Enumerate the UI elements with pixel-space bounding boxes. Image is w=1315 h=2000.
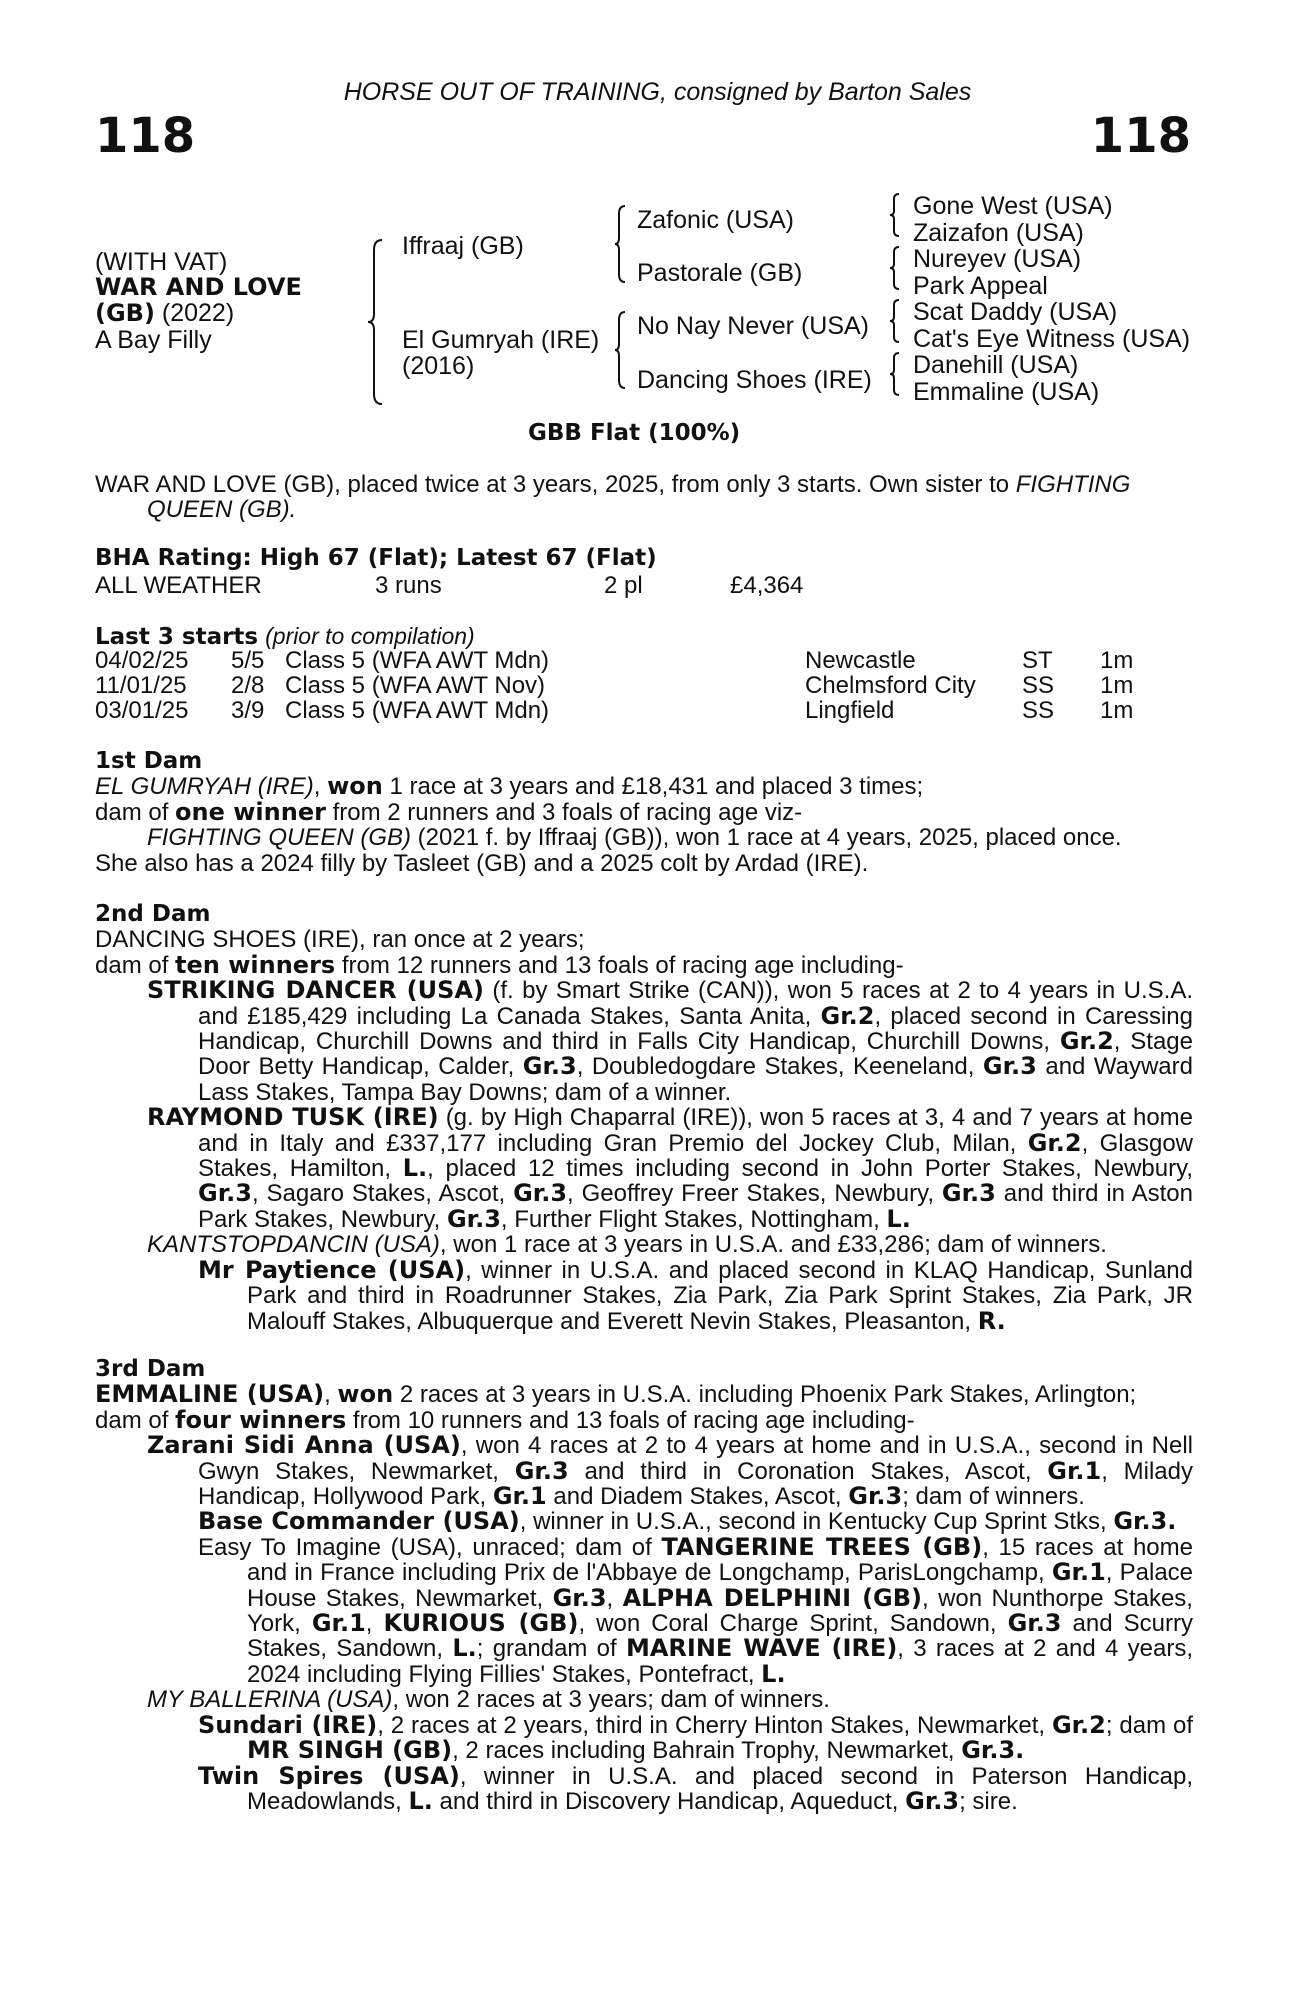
pedigree-ggp-7: Danehill (USA) <box>913 351 1079 379</box>
pedigree-brace-g1 <box>889 192 901 238</box>
progeny-twin-spires: Twin Spires (USA), winner in U.S.A. and placed second in Paterson Handicap, Meadowlands, L. and third in Discovery Handicap, Aqueduct, Gr.3; sire. <box>198 1761 1194 1815</box>
third-dam-title: 3rd Dam <box>95 1356 206 1382</box>
pedigree-sire-dam: Pastorale (GB) <box>637 259 803 287</box>
table-row: 04/02/25 5/5 Class 5 (WFA AWT Mdn) Newcastle ST 1m <box>95 647 1134 674</box>
first-dam-title: 1st Dam <box>95 748 203 774</box>
pedigree-sire: Iffraaj (GB) <box>402 232 524 260</box>
table-row: 11/01/25 2/8 Class 5 (WFA AWT Nov) Chelmsford City SS 1m <box>95 672 1134 699</box>
gbb-flat: GBB Flat (100%) <box>528 420 741 446</box>
progeny-sundari: Sundari (IRE), 2 races at 2 years, third in Cherry Hinton Stakes, Newmarket, Gr.2; dam of MR SINGH (GB), 2 races including Bahrain Trophy, Newmarket, Gr.3. <box>198 1710 1193 1765</box>
pedigree-dam-year: (2016) <box>402 352 475 380</box>
pedigree-ggp-3: Nureyev (USA) <box>913 245 1082 273</box>
progeny-base-commander: Base Commander (USA), winner in U.S.A., second in Kentucky Cup Sprint Stks, Gr.3. <box>198 1507 1177 1536</box>
pedigree-dam: El Gumryah (IRE) <box>402 326 600 354</box>
horse-description: A Bay Filly <box>95 326 212 354</box>
progeny-easy-to-imagine: Easy To Imagine (USA), unraced; dam of TANGERINE TREES (GB), 15 races at home and in France including Prix de l'Abbaye de Longchamp, ParisLongchamp, Gr.1, Palace House Stakes, Newmarket, Gr.3, ALPHA DELPHINI (GB), won Nunthorpe Stakes, York, Gr.1, KURIOUS (GB), won Coral Charge Sprint, Sandown, Gr.3 and Scurry Stakes, Sandown, L.; grandam of MARINE WAVE (IRE), 3 races at 2 and 4 years, 2024 including Flying Fillies' Stakes, Pontefract, L. <box>198 1532 1194 1688</box>
second-dam-section: 2nd Dam DANCING SHOES (IRE), ran once at 2 years; dam of ten winners from 12 runners and 13 foals of racing age including- STRIKING DANCER (USA) (f. by Smart Strike (CAN)), won 5 races at 2 to 4 years in U.S.A. and £185,429 including La Canada Stakes, Santa Anita, Gr.2, placed second in Caressing Handicap, Churchill Downs and third in Falls City Handicap, Churchill Downs, Gr.2, Stage Door Betty Handicap, Calder, Gr.3, Doubledogdare Stakes, Keeneland, Gr.3 and Wayward Lass Stakes, Tampa Bay Downs; dam of a winner. RAYMOND TUSK (IRE) (g. by High Chaparral (IRE)), won 5 races at 3, 4 and 7 years at home and in Italy and £337,177 including Gran Premio del Jockey Club, Milan, Gr.2, Glasgow Stakes, Hamilton, L., placed 12 times including second in John Porter Stakes, Newbury, Gr.3, Sagaro Stakes, Ascot, Gr.3, Geoffrey Freer Stakes, Newbury, Gr.3 and third in Aston Park Stakes, Newbury, Gr.3, Further Flight Stakes, Nottingham, L. KANTSTOPDANCIN (USA), won 1 race at 3 years in U.S.A. and £33,286; dam of winners. Mr Paytience (USA), winner in U.S.A. and placed second in KLAQ Handicap, Sunland Park and third in Roadrunner Stakes, Zia Park, Zia Park Sprint Stakes, Zia Park, JR Malouff Stakes, Albuquerque and Everett Nevin Stakes, Pleasanton, R. <box>95 901 1194 1335</box>
pedigree-ggp-4: Park Appeal <box>913 272 1048 300</box>
vat-note: (WITH VAT) <box>95 248 228 276</box>
bha-rating-title: BHA Rating: High 67 (Flat); Latest 67 (Flat) <box>95 545 657 571</box>
horse-name-line2: (GB) (2022) <box>95 299 235 327</box>
pedigree-dam-dam: Dancing Shoes (IRE) <box>637 366 872 394</box>
pedigree-brace-dam <box>613 310 627 390</box>
last-starts-table <box>95 648 1145 723</box>
horse-name-line1: WAR AND LOVE <box>95 273 302 301</box>
pedigree-brace-g3 <box>889 298 901 344</box>
pedigree-ggp-5: Scat Daddy (USA) <box>913 298 1118 326</box>
pedigree-dam-sire: No Nay Never (USA) <box>637 312 869 340</box>
third-dam-section: 3rd Dam EMMALINE (USA), won 2 races at 3 years in U.S.A. including Phoenix Park Stakes, Arlington; dam of four winners from 10 runners and 13 foals of racing age including- Zarani Sidi Anna (USA), won 4 races at 2 to 4 years at home and in U.S.A., second in Nell Gwyn Stakes, Newmarket, Gr.3 and third in Coronation Stakes, Ascot, Gr.1, Milady Handicap, Hollywood Park, Gr.1 and Diadem Stakes, Ascot, Gr.3; dam of winners. Base Commander (USA), winner in U.S.A., second in Kentucky Cup Sprint Stks, Gr.3. Easy To Imagine (USA), unraced; dam of TANGERINE TREES (GB), 15 races at home and in France including Prix de l'Abbaye de Longchamp, ParisLongchamp, Gr.1, Palace House Stakes, Newmarket, Gr.3, ALPHA DELPHINI (GB), won Nunthorpe Stakes, York, Gr.1, KURIOUS (GB), won Coral Charge Sprint, Sandown, Gr.3 and Scurry Stakes, Sandown, L.; grandam of MARINE WAVE (IRE), 3 races at 2 and 4 years, 2024 including Flying Fillies' Stakes, Pontefract, L. MY BALLERINA (USA), won 2 races at 3 years; dam of winners. Sundari (IRE), 2 races at 2 years, third in Cherry Hinton Stakes, Newmarket, Gr.2; dam of MR SINGH (GB), 2 races including Bahrain Trophy, Newmarket, Gr.3. Twin Spires (USA), winner in U.S.A. and placed second in Paterson Handicap, Meadowlands, L. and third in Discovery Handicap, Aqueduct, Gr.3; sire. <box>95 1356 1194 1815</box>
pedigree-ggp-2: Zaizafon (USA) <box>913 219 1084 247</box>
pedigree-ggp-8: Emmaline (USA) <box>913 378 1100 406</box>
rating-earnings: £4,364 <box>730 572 804 599</box>
progeny-striking-dancer: STRIKING DANCER (USA) (f. by Smart Strike (CAN)), won 5 races at 2 to 4 years in U.S.A. and £185,429 including La Canada Stakes, Santa Anita, Gr.2, placed second in Caressing Handicap, Churchill Downs and third in Falls City Handicap, Churchill Downs, Gr.2, Stage Door Betty Handicap, Calder, Gr.3, Doubledogdare Stakes, Keeneland, Gr.3 and Wayward Lass Stakes, Tampa Bay Downs; dam of a winner. <box>147 976 1194 1106</box>
last-starts-heading: Last 3 starts (prior to compilation) <box>95 623 475 650</box>
summary: WAR AND LOVE (GB), placed twice at 3 years, 2025, from only 3 starts. Own sister to FIGHTING QUEEN (GB). <box>95 471 1131 524</box>
pedigree-brace-g4 <box>889 351 901 397</box>
pedigree-brace-main <box>366 238 386 406</box>
page-header: HORSE OUT OF TRAINING, consigned by Barton Sales <box>343 78 972 106</box>
progeny-kantstopdancin: KANTSTOPDANCIN (USA), won 1 race at 3 years in U.S.A. and £33,286; dam of winners. <box>147 1231 1107 1259</box>
table-row: 03/01/25 3/9 Class 5 (WFA AWT Mdn) Lingfield SS 1m <box>95 697 1134 724</box>
pedigree-ggp-6: Cat's Eye Witness (USA) <box>913 325 1191 353</box>
pedigree-brace-sire <box>613 204 627 284</box>
progeny-raymond-tusk: RAYMOND TUSK (IRE) (g. by High Chaparral (IRE)), won 5 races at 3, 4 and 7 years at home and in Italy and £337,177 including Gran Premio del Jockey Club, Milan, Gr.2, Glasgow Stakes, Hamilton, L., placed 12 times including second in John Porter Stakes, Newbury, Gr.3, Sagaro Stakes, Ascot, Gr.3, Geoffrey Freer Stakes, Newbury, Gr.3 and third in Aston Park Stakes, Newbury, Gr.3, Further Flight Stakes, Nottingham, L. <box>147 1103 1194 1233</box>
first-dam-section: 1st Dam EL GUMRYAH (IRE), won 1 race at 3 years and £18,431 and placed 3 times; dam of one winner from 2 runners and 3 foals of racing age viz- FIGHTING QUEEN (GB) (2021 f. by Iffraaj (GB)), won 1 race at 4 years, 2025, placed once. She also has a 2024 filly by Tasleet (GB) and a 2025 colt by Ardad (IRE). <box>95 749 1193 876</box>
rating-placed: 2 pl <box>604 572 643 599</box>
pedigree-ggp-1: Gone West (USA) <box>913 192 1113 220</box>
progeny-mr-paytience: Mr Paytience (USA), winner in U.S.A. and placed second in KLAQ Handicap, Sunland Park and third in Roadrunner Stakes, Zia Park, Zia Park Sprint Stakes, Zia Park, JR Malouff Stakes, Albuquerque and Everett Nevin Stakes, Pleasanton, R. <box>198 1255 1194 1335</box>
rating-surface: ALL WEATHER <box>95 572 262 599</box>
lot-number-left: 118 <box>95 108 196 164</box>
second-dam-title: 2nd Dam <box>95 901 211 927</box>
pedigree-brace-g2 <box>889 245 901 291</box>
progeny-my-ballerina: MY BALLERINA (USA), won 2 races at 3 years; dam of winners. <box>147 1686 830 1714</box>
rating-runs: 3 runs <box>375 572 442 599</box>
pedigree-sire-sire: Zafonic (USA) <box>637 206 794 234</box>
progeny-zarani-sidi-anna: Zarani Sidi Anna (USA), won 4 races at 2 to 4 years at home and in U.S.A., second in Nell Gwyn Stakes, Newmarket, Gr.3 and third in Coronation Stakes, Ascot, Gr.1, Milady Handicap, Hollywood Park, Gr.1 and Diadem Stakes, Ascot, Gr.3; dam of winners. <box>147 1431 1194 1511</box>
lot-number-right: 118 <box>1090 108 1191 164</box>
